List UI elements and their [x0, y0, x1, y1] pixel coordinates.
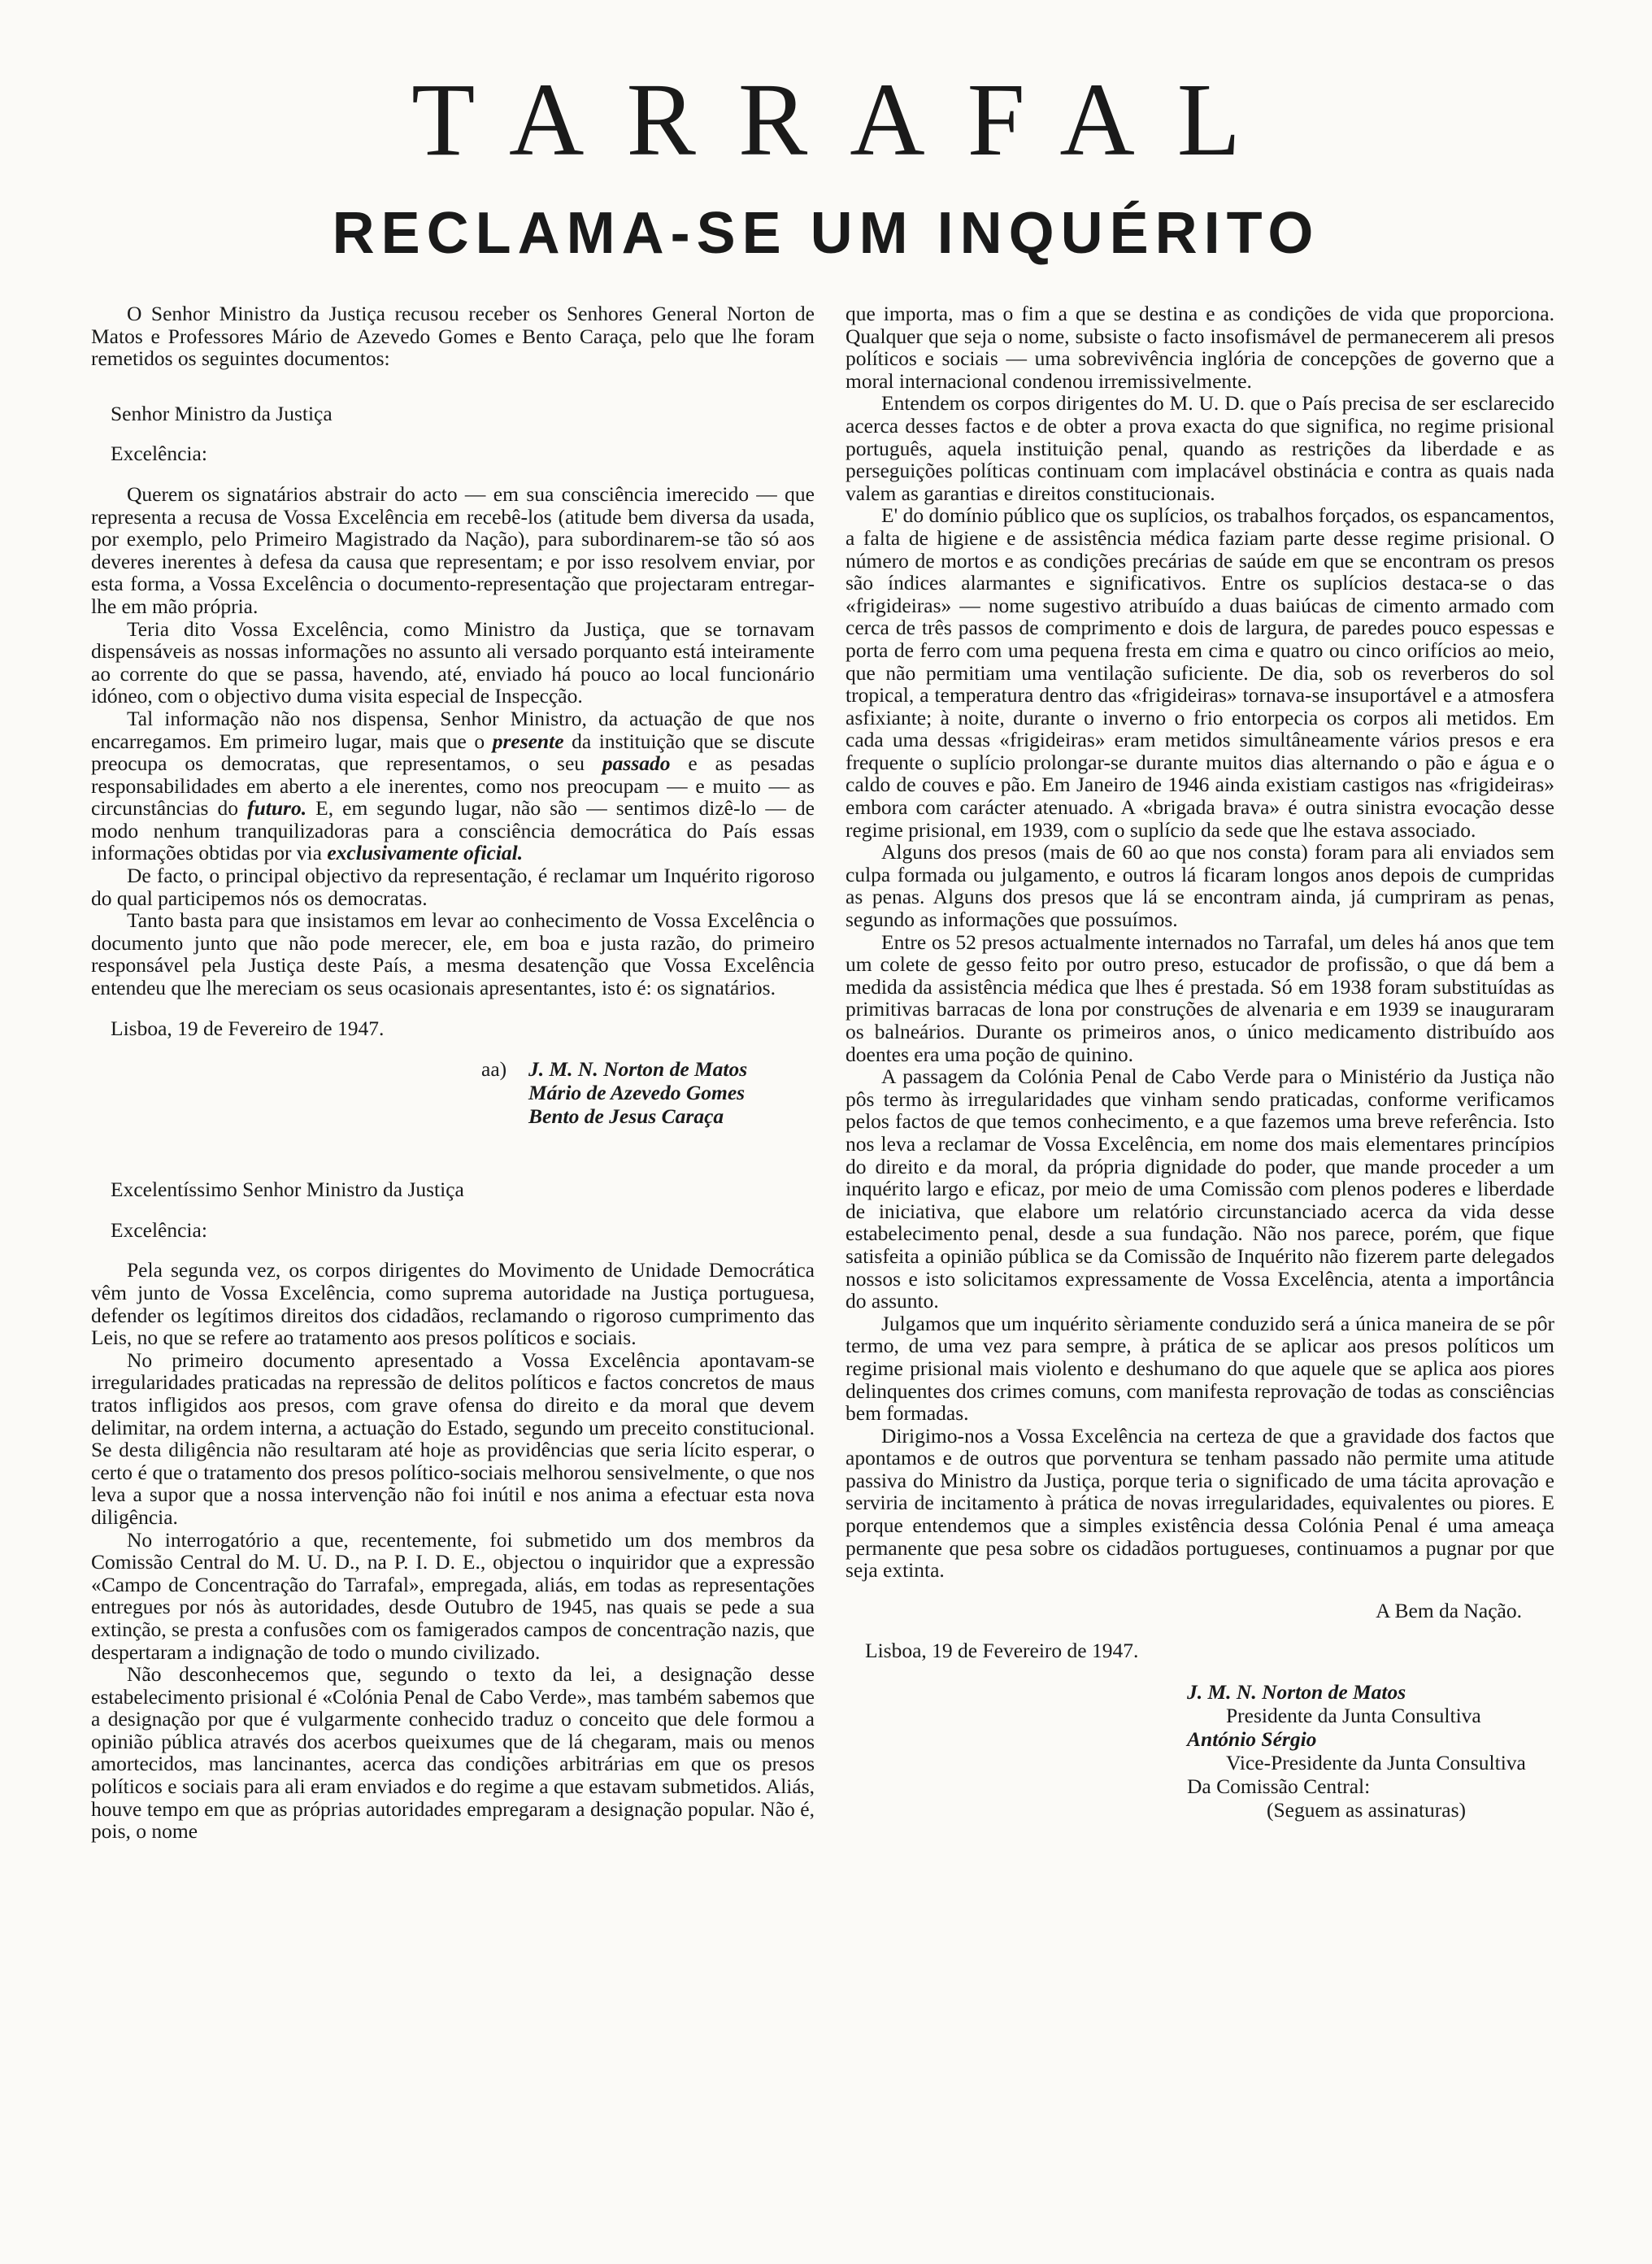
letter2-closing: A Bem da Nação.	[1376, 1598, 1522, 1622]
signature-name: J. M. N. Norton de Matos	[528, 1057, 748, 1082]
letter2-paragraph: Alguns dos presos (mais de 60 ao que nos consta) foram para ali enviados sem culpa formada ou julgamento, e outros lá ficaram longos anos depois de cumpridas as penas. Alguns dos presos que lá se encontram ainda, já cumpriram as penas, segundo as informações que possuímos.	[846, 840, 1554, 932]
letter1-paragraph: Tanto basta para que insistamos em levar ao conhecimento de Vossa Excelência o documento junto que não pode merecer, ele, em boa e justa razão, do primeiro responsável pela Justiça deste País, a mesma desatenção que Vossa Excelência entendeu que lhe mereciam os seus ocasionais apresentantes, isto é: os signatários.	[91, 908, 815, 1000]
signature-name: J. M. N. Norton de Matos	[1187, 1680, 1406, 1705]
letter2-paragraph: No interrogatório a que, recentemente, foi submetido um dos membros da Comissão Central do M. U. D., na P. I. D. E., objectou o inquiridor que a expressão «Campo de Concentração do Tarrafal», empregada, aliás, em todas as representações entregues por nós às autoridades, desde Outubro de 1945, nas quais se pede a sua extinção, se presta a confusões com os famigerados campos de concentração nazis, que despertaram a indignação de todo o mundo civilizado.	[91, 1527, 815, 1664]
letter2-paragraph: E' do domínio público que os suplícios, os trabalhos forçados, os espancamentos, a falta de higiene e de assistência médica faziam parte desse regime prisional. O número de mortos e as condições precárias de saúde em que se encontram os presos são índices alarmantes e significativos. Entre os suplícios destaca-se o das «frigideiras» — nome sugestivo atribuído a duas baiúcas de cimento armado com cerca de três passos de comprimento e dois de largura, de paredes pouco espessas e porta de ferro com uma pequena fresta em cima e quatro ou cinco orifícios ao meio, que não permitiam uma ventilação suficiente. De dia, sob os reverberos do sol tropical, a temperatura dentro das «frigideiras» tornava-se insuportável e a atmosfera asfixiante; à noite, durante o inverno o frio entorpecia os corpos ali metidos. Em cada uma dessas «frigideiras» eram metidos simultâneamente vários presos e era frequente o suplício prolongar-se durante muitos dias alternando o pão e água e o caldo de couves e pão. Em Janeiro de 1946 ainda existiam castigos nas «frigideiras» embora com carácter atenuado. A «brigada brava» é outra sinistra evocação desse regime prisional, em 1939, com o suplício da sede que lhe estava associado.	[846, 503, 1554, 842]
letter2-date: Lisboa, 19 de Fevereiro de 1947.	[865, 1639, 1139, 1663]
right-column	[846, 303, 1554, 1822]
signature-title: Vice-Presidente da Junta Consultiva	[1226, 1751, 1526, 1775]
letter2-paragraph: Julgamos que um inquérito sèriamente conduzido será a única maneira de se pôr termo, de uma vez para sempre, à prática de se aplicar aos presos políticos um regime prisional mais violento e deshumano do que aquele que se aplica aos piores delinquentes dos crimes comuns, com manifesta reprovação de todas as consciências bem formadas.	[846, 1311, 1554, 1426]
letter2-paragraph: Entre os 52 presos actualmente internados no Tarrafal, um deles há anos que tem um colete de gesso feito por outro preso, estucador de profissão, o que dá bem a medida da assistência médica que lhes é prestada. Só em 1938 foram substituídas as primitivas barracas de lona por construções de alvenaria e em 1939 se inauguraram os balneários. Durante os primeiros anos, o único medicamento distribuído aos doentes era uma poção de quinino.	[846, 930, 1554, 1066]
left-column	[91, 303, 815, 1843]
letter2-paragraph: Pela segunda vez, os corpos dirigentes do Movimento de Unidade Democrática vêm junto de Vossa Excelência, como suprema autoridade na Justiça portuguesa, defender os legítimos direitos dos cidadãos, reclamando o rigoroso cumprimento das Leis, no que se refere ao tratamento aos presos políticos e sociais.	[91, 1258, 815, 1350]
letter1-date: Lisboa, 19 de Fevereiro de 1947.	[111, 1016, 385, 1040]
letter1-paragraph: Teria dito Vossa Excelência, como Ministro da Justiça, que se tornavam dispensáveis as nossas informações no assunto ali versado porquanto está inteiramente ao corrente do que se passa, havendo, até, enviado há pouco ao local funcionário idóneo, com o objectivo duma visita especial de Inspecção.	[91, 616, 815, 708]
signature-name: Bento de Jesus Caraça	[528, 1104, 724, 1129]
letter1-addressee: Senhor Ministro da Justiça	[111, 401, 333, 425]
emphasis: passado	[602, 751, 671, 776]
emphasis: presente	[492, 729, 564, 753]
letter1-paragraph: Querem os signatários abstrair do acto — em sua consciência imerecido — que representa a recusa de Vossa Excelência em recebê-los (atitude bem diversa da usada, por exemplo, pelo Primeiro Magistrado da Nação), para subordinarem-se tão só aos deveres inerentes à defesa da causa que representam; e por isso resolvem enviar, por esta forma, a Vossa Excelência o documento-representação que projectaram entregar-lhe em mão própria.	[91, 481, 815, 618]
letter2-continuation: que importa, mas o fim a que se destina e as condições de vida que proporciona. Qualquer que seja o nome, subsiste o facto insofismável de permanecerem ali presos políticos e sociais — uma sobrevivência inglória de concepções de governo que a moral internacional condenou irremissivelmente.	[846, 302, 1554, 393]
page-subtitle: RECLAMA-SE UM INQUÉRITO	[332, 201, 1320, 266]
signature-name: António Sérgio	[1187, 1727, 1317, 1752]
signature-title: Presidente da Junta Consultiva	[1226, 1704, 1481, 1728]
letter2-paragraph: Não desconhecemos que, segundo o texto da lei, a designação desse estabelecimento prisional é «Colónia Penal de Cabo Verde», mas também sabemos que a designação por que é vulgarmente conhecido traduz o conceito que dele formou a opinião pública através dos acerbos queixumes que de lá chegaram, mais ou menos amortecidos, mas lancinantes, acerca das condições arbitrárias em que os presos políticos e sociais para ali eram enviados e do regime a que estavam submetidos. Aliás, houve tempo em que as próprias autoridades empregaram a designação popular. Não é, pois, o nome	[91, 1662, 815, 1844]
aa-label: aa)	[481, 1057, 507, 1082]
letter1-paragraph: Tal informação não nos dispensa, Senhor Ministro, da actuação de que nos encarregamos. Em primeiro lugar, mais que o presente da instituição que se discute preocupa os democratas, que representamos, o seu passado e as pesadas responsabilidades em aberto a ele inerentes, como nos preocupam — e muito — as circunstâncias do futuro. E, em segundo lugar, não são — sentimos dizê-lo — de modo nenhum tranquilizadoras para a consciência democrática do País essas informações obtidas por via exclusivamente oficial.	[91, 706, 815, 865]
signature-org: Da Comissão Central:	[1187, 1774, 1371, 1799]
letter1-signatures	[481, 1057, 815, 1128]
intro-paragraph: O Senhor Ministro da Justiça recusou receber os Senhores General Norton de Matos e Professores Mário de Azevedo Gomes e Bento Caraça, pelo que lhe foram remetidos os seguintes documentos:	[91, 302, 815, 371]
signature-name: Mário de Azevedo Gomes	[528, 1081, 746, 1105]
signature-note: (Seguem as assinaturas)	[1267, 1798, 1467, 1822]
letter2-paragraph: Dirigimo-nos a Vossa Excelência na certeza de que a gravidade dos factos que apontamos e de outros que porventura se tenham passado não permite uma atitude passiva do Ministro da Justiça, porque teria o significado de uma tácita aprovação e serviria de incitamento à prática de novas irregularidades, equivalentes ou piores. E porque entendemos que a simples existência dessa Colónia Penal é uma ameaça permanente que pesa sobre os cidadãos portugueses, continuamos a pugnar por que seja extinta.	[846, 1423, 1554, 1583]
letter2-paragraph: No primeiro documento apresentado a Vossa Excelência apontavam-se irregularidades praticadas na repressão de delitos políticos e factos concretos de maus tratos infligidos aos presos, com grave ofensa do direito e da moral que devem delimitar, na ordem interna, a actuação do Estado, segundo um preceito constitucional. Se desta diligência não resultaram até hoje as providências que seria lícito esperar, o certo é que o tratamento dos presos político-sociais melhorou sensivelmente, o que nos leva a supor que a nossa intervenção não foi inútil e nos anima a efectuar esta nova diligência.	[91, 1348, 815, 1529]
emphasis: futuro.	[247, 796, 307, 821]
letter2-salutation: Excelência:	[111, 1217, 207, 1242]
emphasis: exclusivamente oficial.	[327, 841, 524, 865]
letter2-paragraph: Entendem os corpos dirigentes do M. U. D. que o País precisa de ser esclarecido acerca desses factos e de obter a prova exacta do que significa, no regime prisional português, aquela instituição penal, quando as restrições da liberdade e as perseguições políticas continuam com implacável obstinácia e contra as quais nada valem as garantias e direitos constitucionais.	[846, 391, 1554, 505]
letter1-paragraph: De facto, o principal objectivo da representação, é reclamar um Inquérito rigoroso do qual participemos nós os democratas.	[91, 864, 815, 910]
letter2-signatures	[1187, 1680, 1554, 1822]
letter1-salutation: Excelência:	[111, 442, 207, 466]
page-title: TARRAFAL	[411, 62, 1283, 177]
letter2-paragraph: A passagem da Colónia Penal de Cabo Verde para o Ministério da Justiça não pôs termo às irregularidades que vinham sendo praticadas, conforme verificamos pelos factos de que temos conhecimento, e a que fazemos uma breve referência. Isto nos leva a reclamar de Vossa Excelência, em nome dos mais elementares princípios do direito e da moral, da própria dignidade do poder, que mande proceder a um inquérito largo e eficaz, por meio de uma Comissão com plenos poderes e liberdade de iniciativa, que elabore um relatório circunstanciado acerca da vida desse estabelecimento penal, desde a sua fundação. Não nos parece, porém, que fique satisfeita a opinião pública se da Comissão de Inquérito não fizerem parte delegados nossos e isto solicitamos expressamente de Vossa Excelência, atenta a importância do assunto.	[846, 1065, 1554, 1313]
letter2-addressee: Excelentíssimo Senhor Ministro da Justiça	[111, 1178, 464, 1202]
